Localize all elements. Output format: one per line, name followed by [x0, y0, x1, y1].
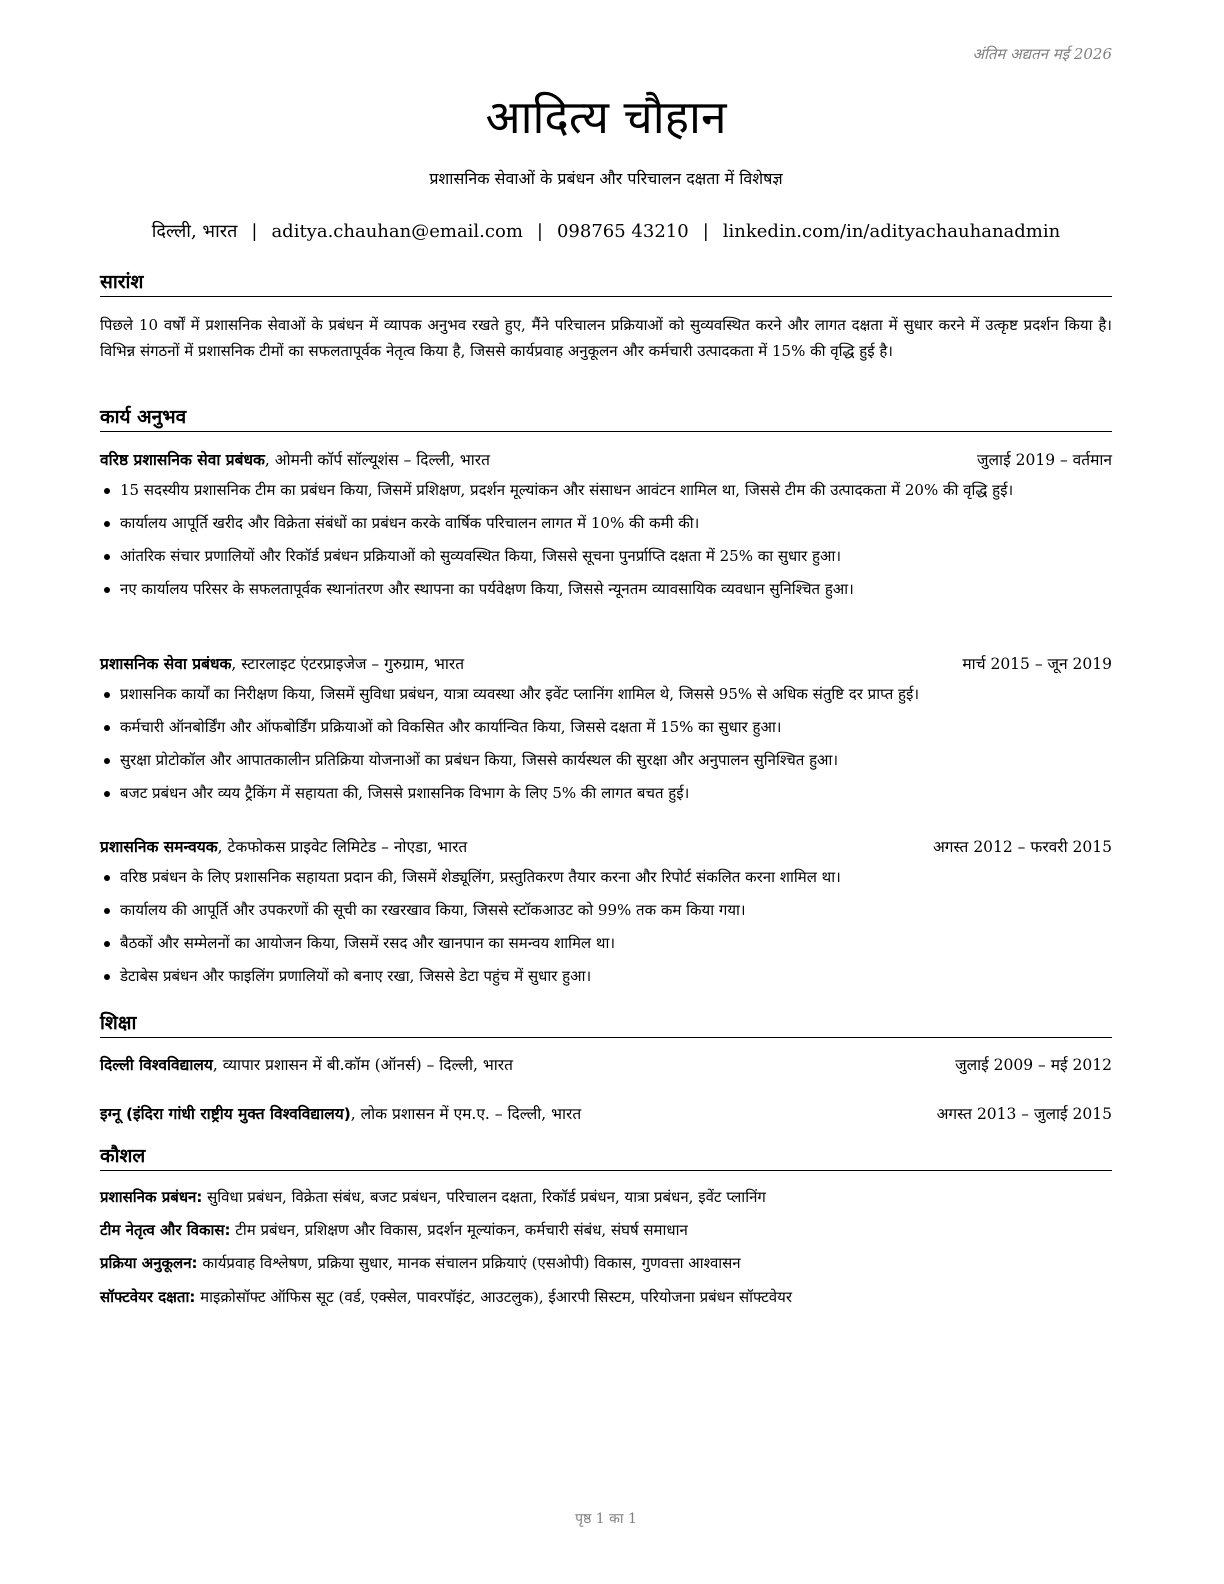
list-item: प्रशासनिक कार्यों का निरीक्षण किया, जिसमें सुविधा प्रबंधन, यात्रा व्यवस्था और इवेंट प्लानिंग शामिल थे, जिससे 95% से अधिक संतुष्टि दर प्राप्त हुई।	[100, 681, 1112, 707]
job-bullets	[100, 864, 1112, 996]
contact-separator: |	[702, 221, 709, 242]
list-item: 15 सदस्यीय प्रशासनिक टीम का प्रबंधन किया, जिसमें प्रशिक्षण, प्रदर्शन मूल्यांकन और संसाधन आवंटन शामिल था, जिससे टीम की उत्पादकता में 20% की वृद्धि हुई।	[100, 477, 1112, 503]
job-bullets	[100, 681, 1112, 813]
list-item: सुरक्षा प्रोटोकॉल और आपातकालीन प्रतिक्रिया योजनाओं का प्रबंधन किया, जिससे कार्यस्थल की सुरक्षा और अनुपालन सुनिश्चित हुआ।	[100, 747, 1112, 773]
list-item: नए कार्यालय परिसर के सफलतापूर्वक स्थानांतरण और स्थापना का पर्यवेक्षण किया, जिससे न्यूनतम व्यावसायिक व्यवधान सुनिश्चित हुआ।	[100, 576, 1112, 602]
page-number: पृष्ठ 1 का 1	[575, 1511, 637, 1527]
skill-value: टीम प्रबंधन, प्रशिक्षण और विकास, प्रदर्शन मूल्यांकन, कर्मचारी संबंध, संघर्ष समाधान	[230, 1221, 688, 1239]
skill-label: टीम नेतृत्व और विकास:	[100, 1221, 231, 1239]
last-updated: अंतिम अद्यतन मई 2026	[972, 45, 1112, 63]
summary-text: पिछले 10 वर्षों में प्रशासनिक सेवाओं के प्रबंधन में व्यापक अनुभव रखते हुए, मैंने परिचालन प्रक्रियाओं को सुव्यवस्थित करने और लागत दक्षता में सुधार करने में उत्कृष्ट प्रदर्शन किया है। विभिन्न संगठनों में प्रशासनिक टीमों का सफलतापूर्वक नेतृत्व किया है, जिससे कार्यप्रवाह अनुकूलन और कर्मचारी उत्पादकता में 15% की वृद्धि हुई है।	[100, 316, 1112, 360]
education-detail: , व्यापार प्रशासन में बी.कॉम (ऑनर्स) – दिल्ली, भारत	[212, 1056, 513, 1074]
job-header	[100, 834, 1112, 860]
contact-location: दिल्ली, भारत	[151, 221, 238, 242]
list-item: बैठकों और सम्मेलनों का आयोजन किया, जिसमें रसद और खानपान का समन्वय शामिल था।	[100, 930, 1112, 956]
contact-linkedin[interactable]: linkedin.com/in/adityachauhanadmin	[722, 221, 1061, 242]
education-dates: अगस्त 2013 – जुलाई 2015	[936, 1105, 1112, 1123]
job-role: प्रशासनिक समन्वयक	[100, 838, 218, 856]
job-dates: जुलाई 2019 – वर्तमान	[977, 451, 1112, 469]
contact-separator: |	[536, 221, 543, 242]
contact-line	[100, 219, 1112, 245]
education-school: इग्नू (इंदिरा गांधी राष्ट्रीय मुक्त विश्वविद्यालय)	[100, 1105, 351, 1123]
list-item: कर्मचारी ऑनबोर्डिंग और ऑफबोर्डिंग प्रक्रियाओं को विकसित और कार्यान्वित किया, जिससे दक्षता में 15% का सुधार हुआ।	[100, 714, 1112, 740]
skill-value: सुविधा प्रबंधन, विक्रेता संबंध, बजट प्रबंधन, परिचालन दक्षता, रिकॉर्ड प्रबंधन, यात्रा प्रबंधन, इवेंट प्लानिंग	[202, 1188, 766, 1206]
candidate-name: आदित्य चौहान	[485, 90, 727, 144]
list-item: कार्यालय आपूर्ति खरीद और विक्रेता संबंधों का प्रबंधन करके वार्षिक परिचालन लागत में 10% की कमी की।	[100, 510, 1112, 536]
education-item	[100, 1052, 1112, 1078]
list-item: वरिष्ठ प्रबंधन के लिए प्रशासनिक सहायता प्रदान की, जिसमें शेड्यूलिंग, प्रस्तुतिकरण तैयार करना और रिपोर्ट संकलित करना शामिल था।	[100, 864, 1112, 890]
job-dates: मार्च 2015 – जून 2019	[962, 655, 1112, 673]
contact-phone: 098765 43210	[556, 221, 689, 242]
contact-separator: |	[251, 221, 258, 242]
education-school: दिल्ली विश्वविद्यालय	[100, 1056, 213, 1074]
list-item: बजट प्रबंधन और व्यय ट्रैकिंग में सहायता की, जिससे प्रशासनिक विभाग के लिए 5% की लागत बचत हुई।	[100, 780, 1112, 806]
skill-line	[100, 1284, 1112, 1310]
skill-label: प्रशासनिक प्रबंधन:	[100, 1188, 203, 1206]
education-item	[100, 1101, 1112, 1127]
tagline: प्रशासनिक सेवाओं के प्रबंधन और परिचालन दक्षता में विशेषज्ञ	[429, 169, 783, 188]
skill-line	[100, 1184, 1112, 1210]
skill-value: कार्यप्रवाह विश्लेषण, प्रक्रिया सुधार, मानक संचालन प्रक्रियाएं (एसओपी) विकास, गुणवत्ता आश्वासन	[197, 1254, 741, 1272]
job-org: , स्टारलाइट एंटरप्राइजेज – गुरुग्राम, भारत	[231, 655, 465, 673]
skill-label: सॉफ्टवेयर दक्षता:	[100, 1288, 196, 1306]
list-item: कार्यालय की आपूर्ति और उपकरणों की सूची का रखरखाव किया, जिससे स्टॉकआउट को 99% तक कम किया गया।	[100, 897, 1112, 923]
resume-page	[100, 0, 1112, 1584]
education-dates: जुलाई 2009 – मई 2012	[955, 1056, 1112, 1074]
section-title-skills: कौशल	[100, 1142, 1112, 1171]
skill-value: माइक्रोसॉफ्ट ऑफिस सूट (वर्ड, एक्सेल, पावरपॉइंट, आउटलुक), ईआरपी सिस्टम, परियोजना प्रबंधन सॉफ्टवेयर	[195, 1288, 792, 1306]
job-dates: अगस्त 2012 – फरवरी 2015	[932, 838, 1112, 856]
job-role: प्रशासनिक सेवा प्रबंधक	[100, 655, 232, 673]
education-detail: , लोक प्रशासन में एम.ए. – दिल्ली, भारत	[350, 1105, 582, 1123]
job-header	[100, 447, 1112, 473]
section-title-summary: सारांश	[100, 268, 1112, 297]
job-bullets	[100, 477, 1112, 609]
job-header	[100, 651, 1112, 677]
job-org: , ओमनी कॉर्प सॉल्यूशंस – दिल्ली, भारत	[264, 451, 490, 469]
section-title-experience: कार्य अनुभव	[100, 403, 1112, 432]
list-item: डेटाबेस प्रबंधन और फाइलिंग प्रणालियों को बनाए रखा, जिससे डेटा पहुंच में सुधार हुआ।	[100, 963, 1112, 989]
skill-label: प्रक्रिया अनुकूलन:	[100, 1254, 198, 1272]
list-item: आंतरिक संचार प्रणालियों और रिकॉर्ड प्रबंधन प्रक्रियाओं को सुव्यवस्थित किया, जिससे सूचना पुनर्प्राप्ति दक्षता में 25% का सुधार हुआ।	[100, 543, 1112, 569]
skill-line	[100, 1250, 1112, 1276]
job-org: , टेकफोकस प्राइवेट लिमिटेड – नोएडा, भारत	[217, 838, 468, 856]
job-role: वरिष्ठ प्रशासनिक सेवा प्रबंधक	[100, 451, 265, 469]
skill-line	[100, 1217, 1112, 1243]
section-title-education: शिक्षा	[100, 1009, 1112, 1038]
contact-email[interactable]: aditya.chauhan@email.com	[271, 221, 523, 242]
